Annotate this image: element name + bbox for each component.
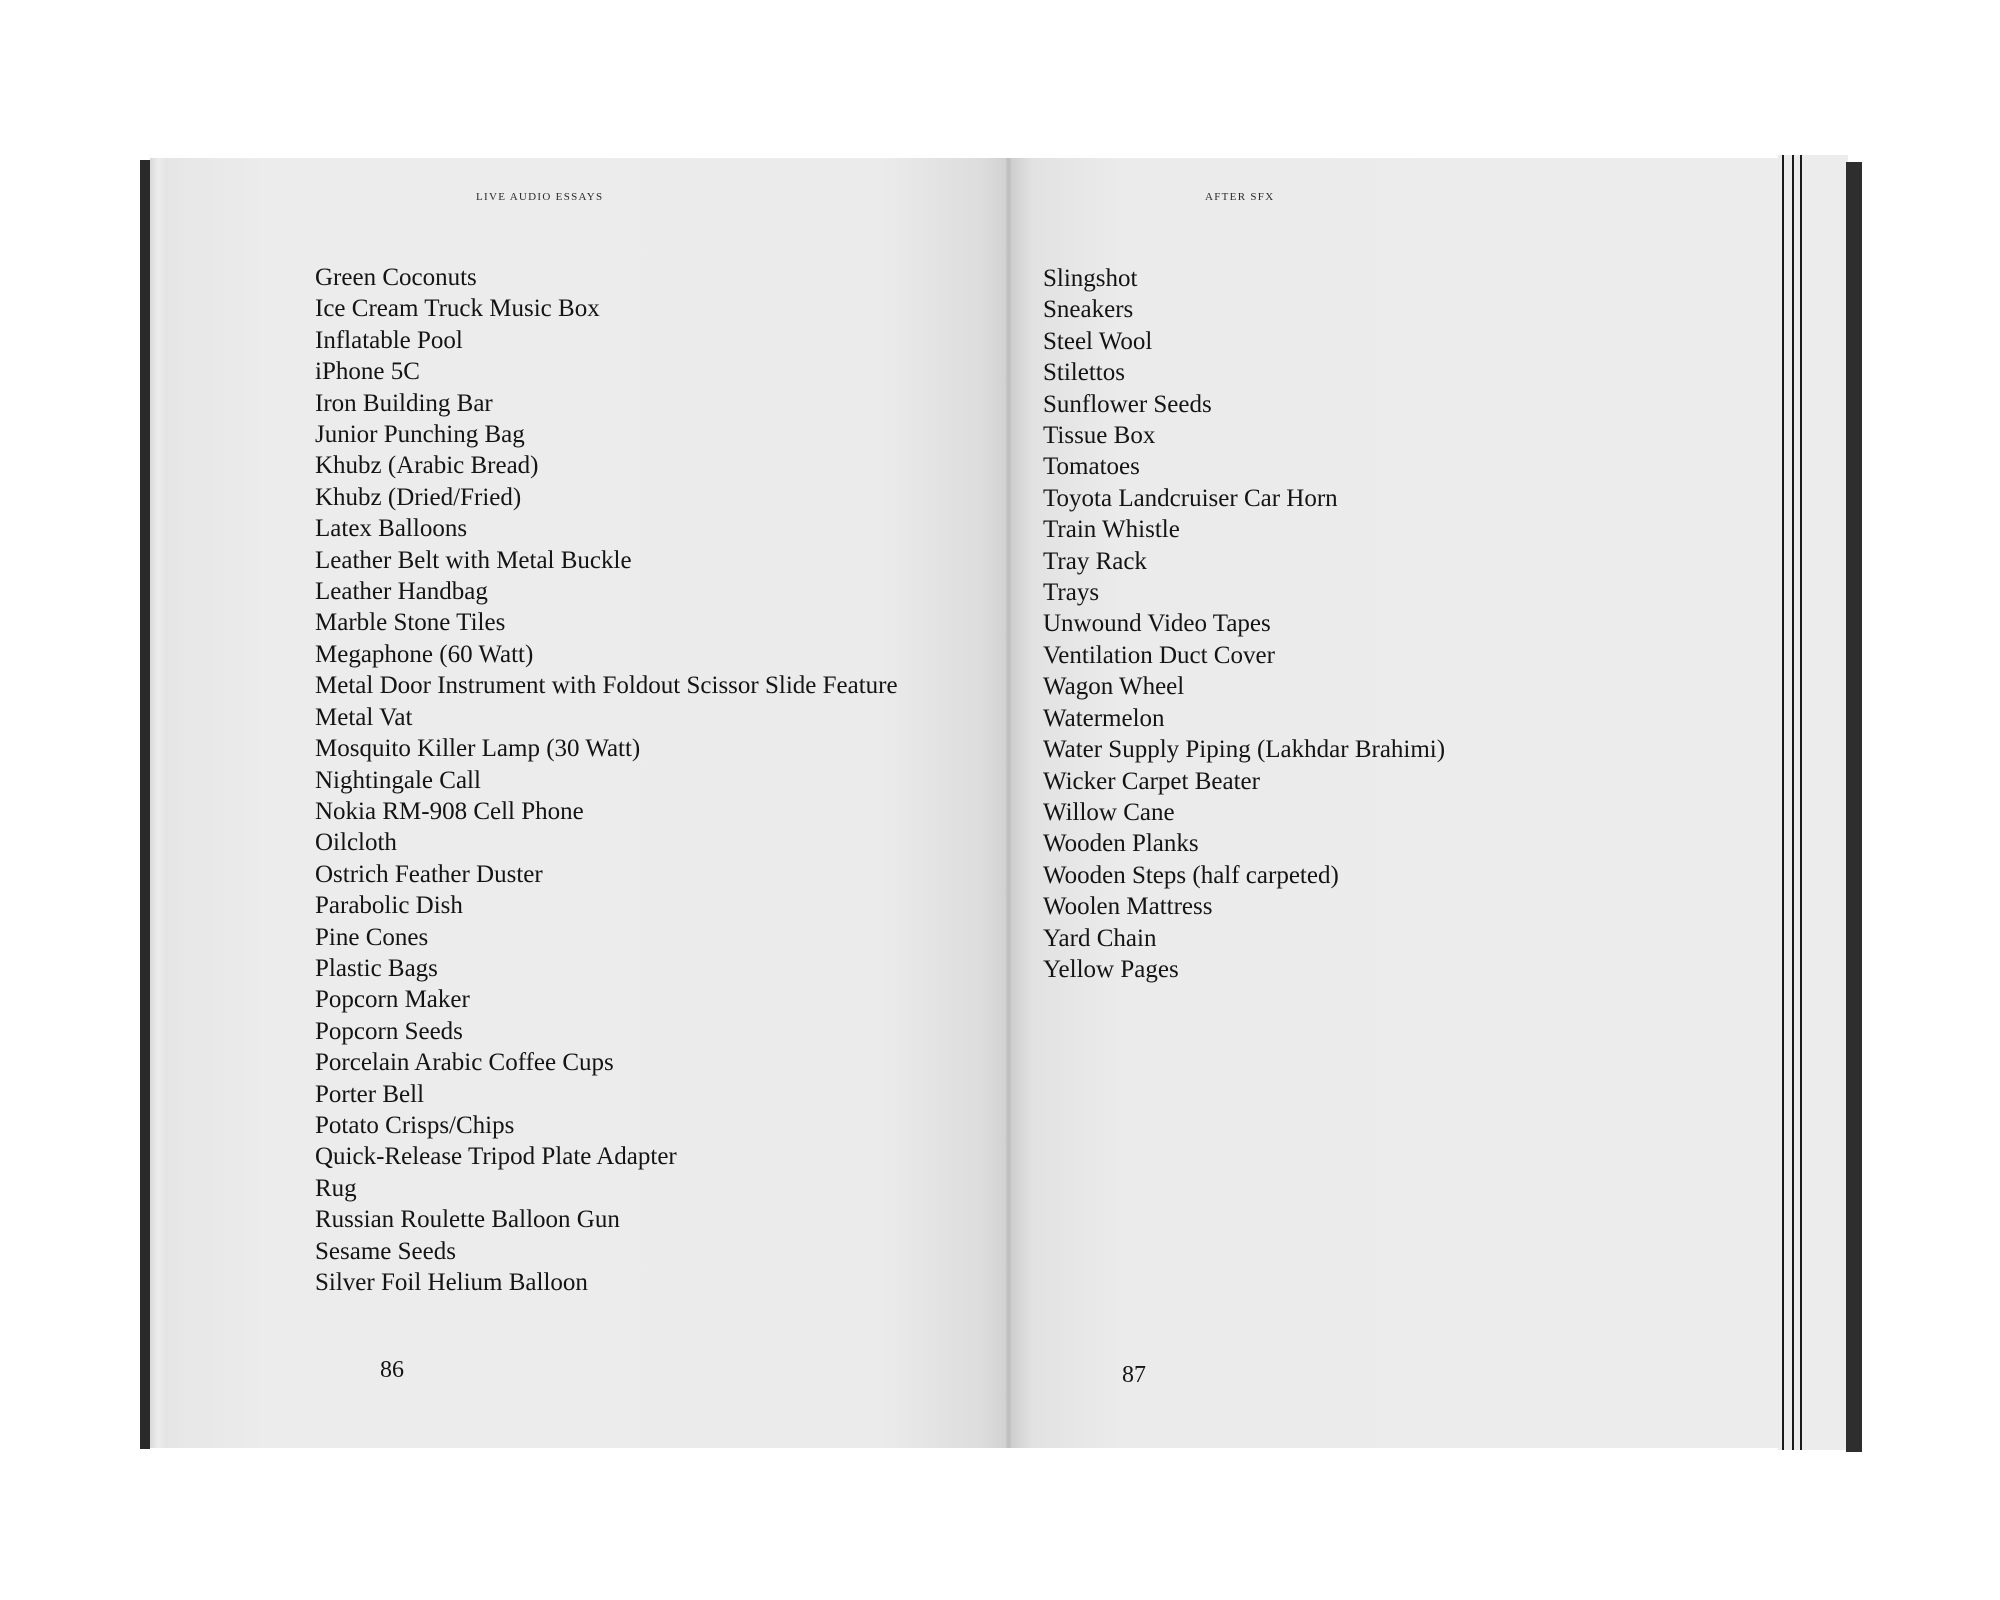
- list-item: Leather Handbag: [315, 578, 488, 606]
- list-item: Willow Cane: [1043, 798, 1175, 826]
- list-item: Potato Crisps/Chips: [315, 1111, 515, 1139]
- page-edge-line: [1792, 155, 1794, 1450]
- list-item: Green Coconuts: [315, 264, 477, 291]
- page-stack-right: [1778, 155, 1848, 1450]
- list-item: Parabolic Dish: [315, 892, 463, 920]
- running-head-left: LIVE AUDIO ESSAYS: [476, 191, 604, 203]
- list-item: Mosquito Killer Lamp (30 Watt): [315, 735, 641, 763]
- list-item: Yellow Pages: [1043, 955, 1179, 983]
- list-item: Nokia RM-908 Cell Phone: [315, 797, 584, 825]
- list-item: iPhone 5C: [315, 358, 420, 386]
- list-item: Ventilation Duct Cover: [1043, 641, 1275, 669]
- cover-edge-left: [140, 160, 150, 1449]
- list-item: Popcorn Maker: [315, 986, 470, 1014]
- list-item: Slingshot: [1043, 265, 1138, 292]
- item-list-left: [315, 262, 898, 1298]
- page-number-left: 86: [380, 1357, 404, 1383]
- list-item: Porcelain Arabic Coffee Cups: [315, 1049, 614, 1077]
- list-item: Quick-Release Tripod Plate Adapter: [315, 1143, 677, 1171]
- page-edge-line: [1800, 155, 1802, 1450]
- list-item: Woolen Mattress: [1043, 893, 1213, 921]
- list-item: Junior Punching Bag: [315, 421, 525, 449]
- list-item: Wicker Carpet Beater: [1043, 767, 1260, 795]
- list-item: Wagon Wheel: [1043, 673, 1185, 701]
- list-item: Sneakers: [1043, 296, 1134, 324]
- list-item: Megaphone (60 Watt): [315, 640, 534, 668]
- list-item: Ostrich Feather Duster: [315, 860, 543, 888]
- list-item: Wooden Steps (half carpeted): [1043, 861, 1339, 889]
- item-list-right: [1043, 263, 1445, 985]
- list-item: Latex Balloons: [315, 515, 468, 543]
- list-item: Nightingale Call: [315, 766, 481, 794]
- running-head-right: AFTER SFX: [1205, 191, 1275, 203]
- gutter: [1006, 158, 1012, 1448]
- list-item: Toyota Landcruiser Car Horn: [1043, 484, 1338, 512]
- page-number-right: 87: [1122, 1362, 1146, 1388]
- cover-edge-right: [1846, 162, 1862, 1452]
- list-item: Train Whistle: [1043, 516, 1180, 544]
- list-item: Tray Rack: [1043, 547, 1147, 575]
- list-item: Unwound Video Tapes: [1043, 610, 1271, 638]
- list-item: Water Supply Piping (Lakhdar Brahimi): [1043, 736, 1446, 764]
- list-item: Russian Roulette Balloon Gun: [315, 1206, 620, 1234]
- list-item: Tomatoes: [1043, 453, 1140, 481]
- list-item: Sunflower Seeds: [1043, 390, 1212, 418]
- list-item: Porter Bell: [315, 1080, 425, 1108]
- page-edge-line: [1782, 155, 1784, 1450]
- list-item: Yard Chain: [1043, 924, 1157, 952]
- list-item: Silver Foil Helium Balloon: [315, 1269, 588, 1296]
- list-item: Khubz (Arabic Bread): [315, 452, 539, 480]
- list-item: Metal Vat: [315, 703, 413, 731]
- list-item: Leather Belt with Metal Buckle: [315, 546, 632, 574]
- list-item: Steel Wool: [1043, 327, 1153, 355]
- list-item: Metal Door Instrument with Foldout Scissor Slide Feature: [315, 672, 898, 700]
- list-item: Oilcloth: [315, 829, 397, 857]
- list-item: Tissue Box: [1043, 422, 1156, 450]
- list-item: Rug: [315, 1174, 357, 1202]
- list-item: Pine Cones: [315, 923, 429, 951]
- page-stack-left: [150, 158, 170, 1448]
- list-item: Trays: [1043, 579, 1100, 607]
- list-item: Marble Stone Tiles: [315, 609, 506, 637]
- list-item: Sesame Seeds: [315, 1237, 456, 1265]
- list-item: Ice Cream Truck Music Box: [315, 295, 600, 323]
- list-item: Stilettos: [1043, 359, 1125, 387]
- list-item: Iron Building Bar: [315, 389, 493, 417]
- list-item: Wooden Planks: [1043, 830, 1199, 858]
- list-item: Popcorn Seeds: [315, 1017, 463, 1045]
- list-item: Inflatable Pool: [315, 326, 463, 354]
- list-item: Plastic Bags: [315, 954, 438, 982]
- list-item: Khubz (Dried/Fried): [315, 483, 522, 511]
- list-item: Watermelon: [1043, 704, 1165, 732]
